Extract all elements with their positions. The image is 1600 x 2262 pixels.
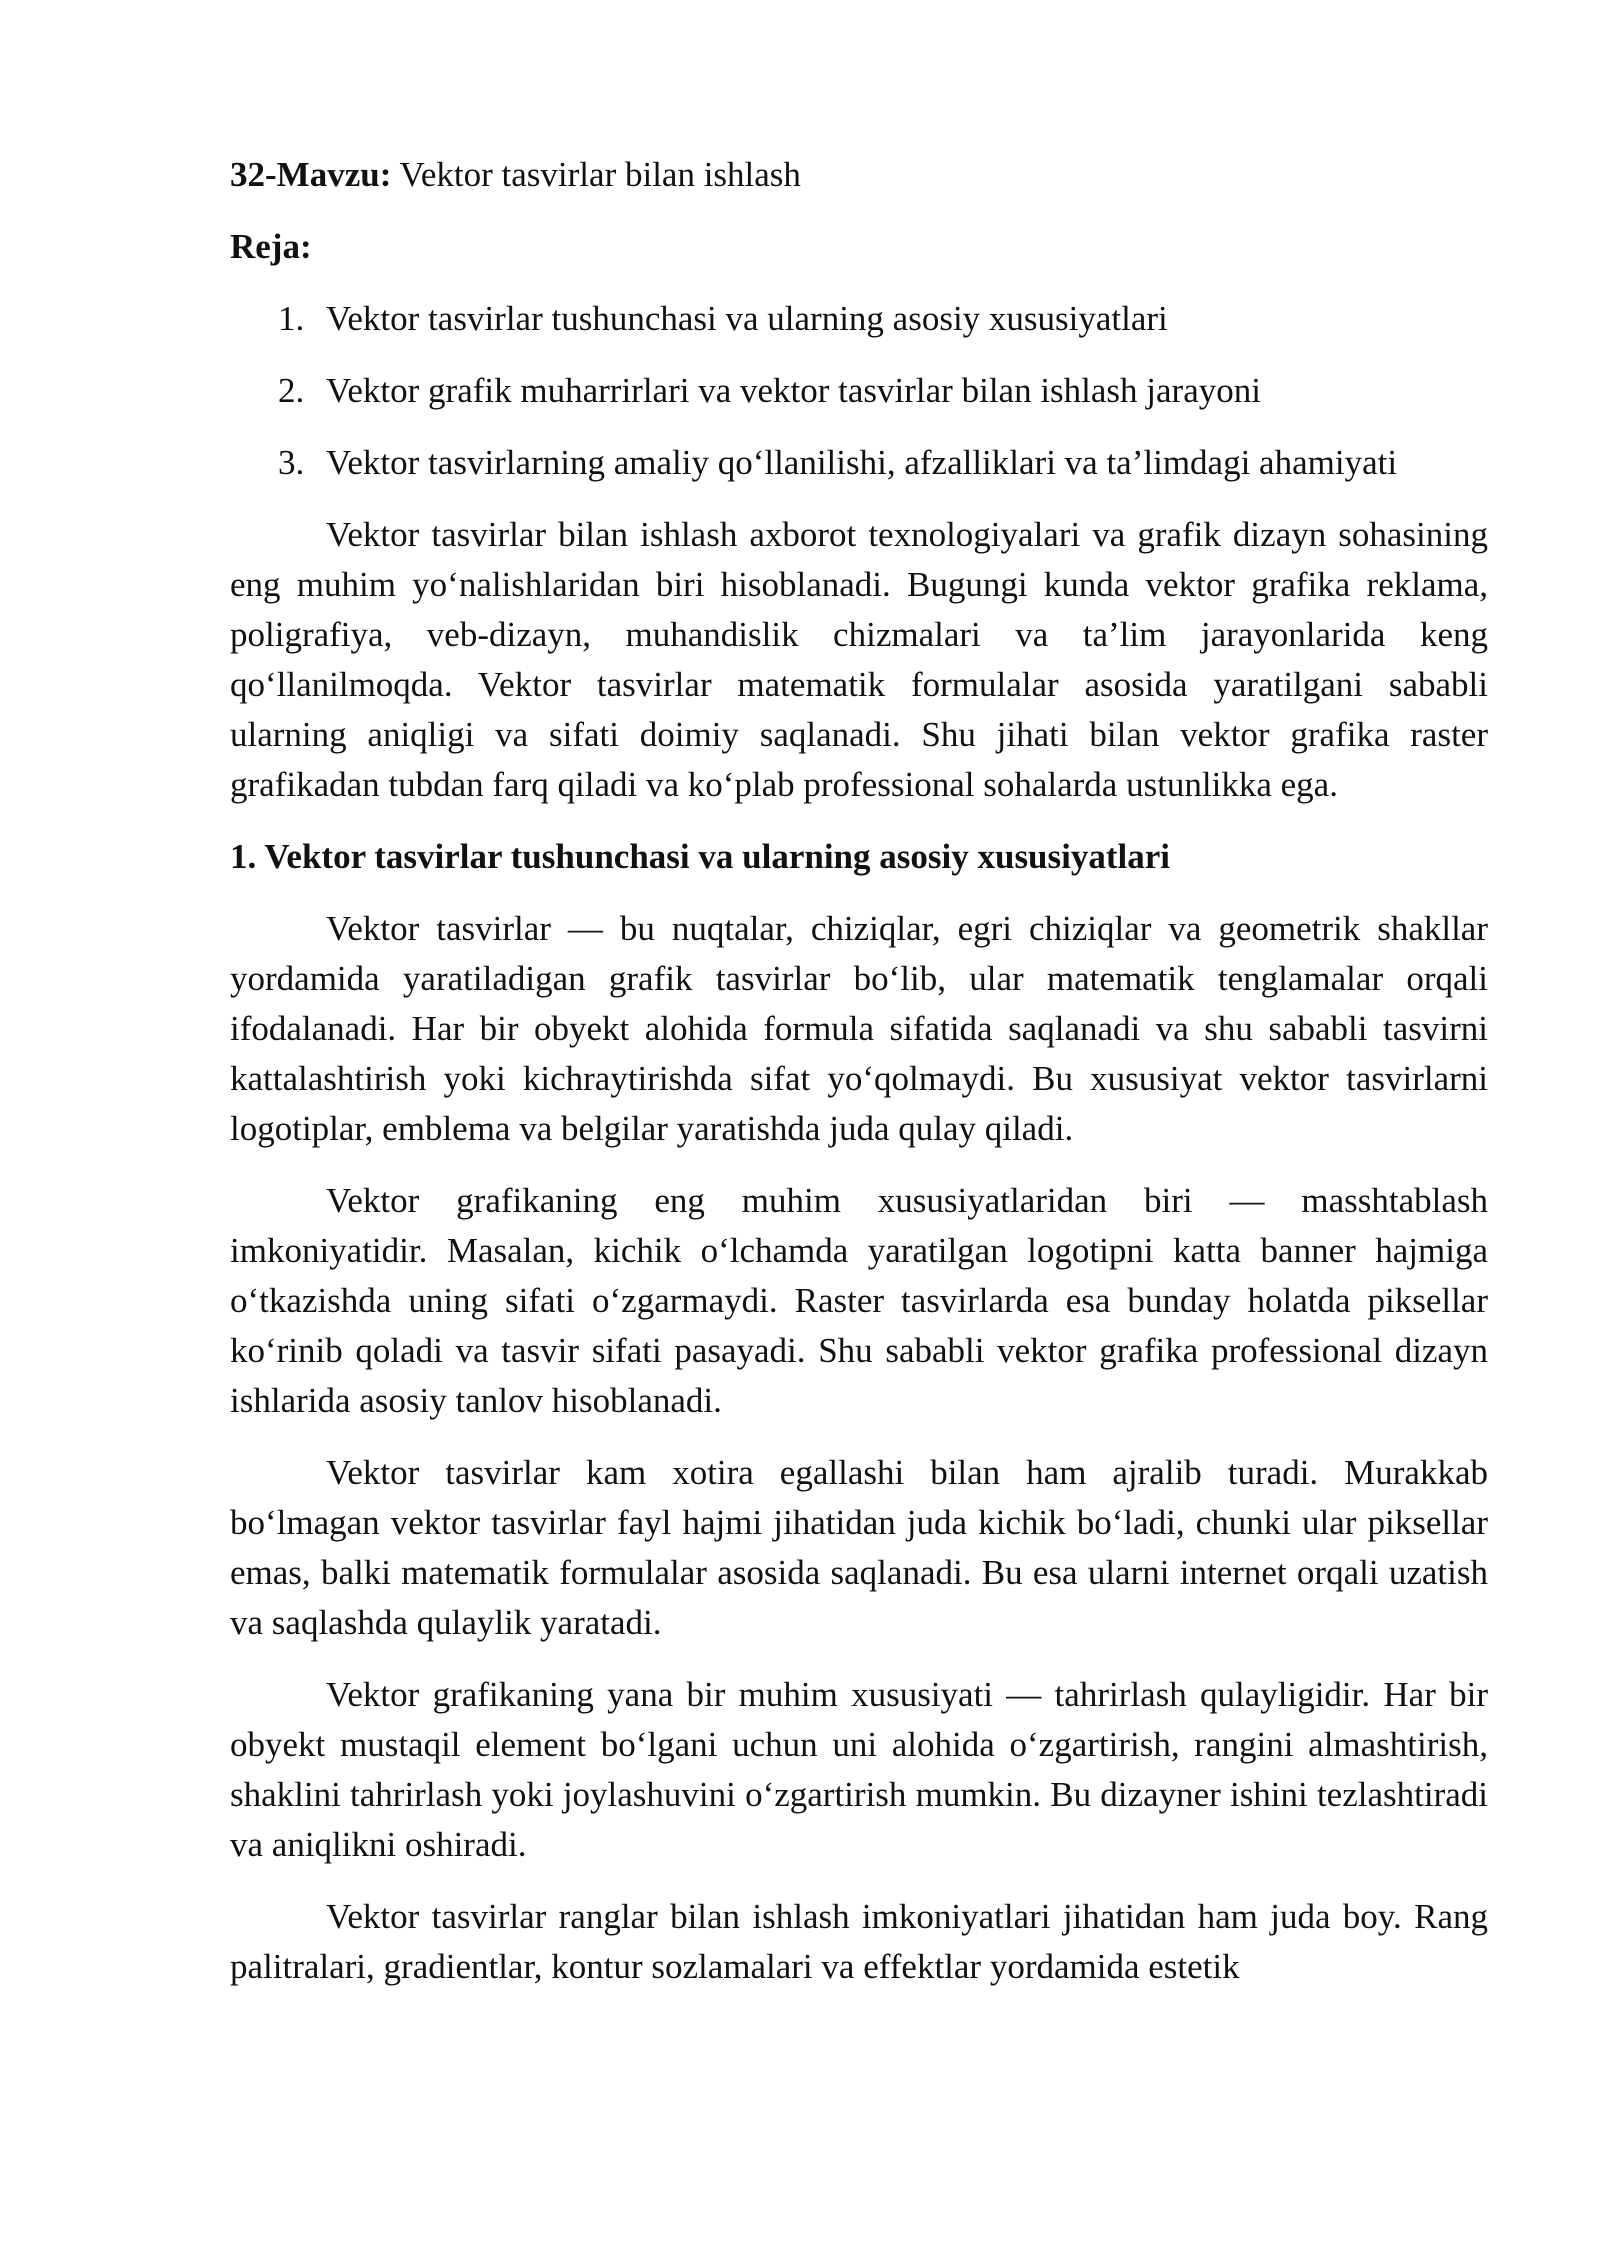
section-heading: 1. Vektor tasvirlar tushunchasi va ularning asosiy xususiyatlari bbox=[230, 837, 1171, 876]
plan-item-number: 3. bbox=[278, 443, 305, 482]
topic-label: 32-Mavzu: bbox=[230, 155, 392, 194]
plan-list bbox=[230, 294, 1488, 488]
body-paragraph: Vektor grafikaning eng muhim xususiyatlaridan biri — masshtablash imkoniyatidir. Masalan, kichik o‘lchamda yaratilgan logotipni katta banner hajmiga o‘tkazishda uning sifati o‘zgarmaydi. Raster tasvirlarda esa bunday holatda piksellar ko‘rinib qoladi va tasvir sifati pasayadi. Shu sababli vektor grafika professional dizayn ishlarida asosiy tanlov hisoblanadi. bbox=[230, 1181, 1488, 1420]
plan-heading: Reja: bbox=[230, 227, 312, 266]
plan-item-text: Vektor tasvirlar tushunchasi va ularning asosiy xususiyatlari bbox=[326, 299, 1168, 338]
body-paragraph: Vektor tasvirlar kam xotira egallashi bilan ham ajralib turadi. Murakkab bo‘lmagan vektor tasvirlar fayl hajmi jihatidan juda kichik bo‘ladi, chunki ular piksellar emas, balki matematik formulalar asosida saqlanadi. Bu esa ularni internet orqali uzatish va saqlashda qulaylik yaratadi. bbox=[230, 1453, 1488, 1642]
body-paragraph: Vektor grafikaning yana bir muhim xususiyati — tahrirlash qulayligidir. Har bir obyekt mustaqil element bo‘lgani uchun uni alohida o‘zgartirish, rangini almashtirish, shaklini tahrirlash yoki joylashuvini o‘zgartirish mumkin. Bu dizayner ishini tezlashtiradi va aniqlikni oshiradi. bbox=[230, 1675, 1488, 1864]
document-page bbox=[230, 150, 1488, 1992]
body-paragraph: Vektor tasvirlar ranglar bilan ishlash imkoniyatlari jihatidan ham juda boy. Rang palitralari, gradientlar, kontur sozlamalari va effektlar yordamida estetik bbox=[230, 1897, 1488, 1986]
topic-title-line bbox=[230, 150, 1488, 200]
plan-item-number: 2. bbox=[278, 371, 305, 410]
topic-title: Vektor tasvirlar bilan ishlash bbox=[399, 155, 801, 194]
plan-item bbox=[278, 366, 1488, 416]
plan-item-number: 1. bbox=[278, 299, 305, 338]
intro-paragraph: Vektor tasvirlar bilan ishlash axborot texnologiyalari va grafik dizayn sohasining eng muhim yo‘nalishlaridan biri hisoblanadi. Bugungi kunda vektor grafika reklama, poligrafiya, veb-dizayn, muhandislik chizmalari va ta’lim jarayonlarida keng qo‘llanilmoqda. Vektor tasvirlar matematik formulalar asosida yaratilgani sababli ularning aniqligi va sifati doimiy saqlanadi. Shu jihati bilan vektor grafika raster grafikadan tubdan farq qiladi va ko‘plab professional sohalarda ustunlikka ega. bbox=[230, 515, 1488, 804]
body-paragraph: Vektor tasvirlar — bu nuqtalar, chiziqlar, egri chiziqlar va geometrik shakllar yordamida yaratiladigan grafik tasvirlar bo‘lib, ular matematik tenglamalar orqali ifodalanadi. Har bir obyekt alohida formula sifatida saqlanadi va shu sababli tasvirni kattalashtirish yoki kichraytirishda sifat yo‘qolmaydi. Bu xususiyat vektor tasvirlarni logotiplar, emblema va belgilar yaratishda juda qulay qiladi. bbox=[230, 909, 1488, 1148]
plan-item-text: Vektor tasvirlarning amaliy qo‘llanilishi, afzalliklari va ta’limdagi ahamiyati bbox=[326, 443, 1398, 482]
plan-item bbox=[278, 294, 1488, 344]
plan-item-text: Vektor grafik muharrirlari va vektor tasvirlar bilan ishlash jarayoni bbox=[326, 371, 1261, 410]
plan-item bbox=[278, 438, 1488, 488]
